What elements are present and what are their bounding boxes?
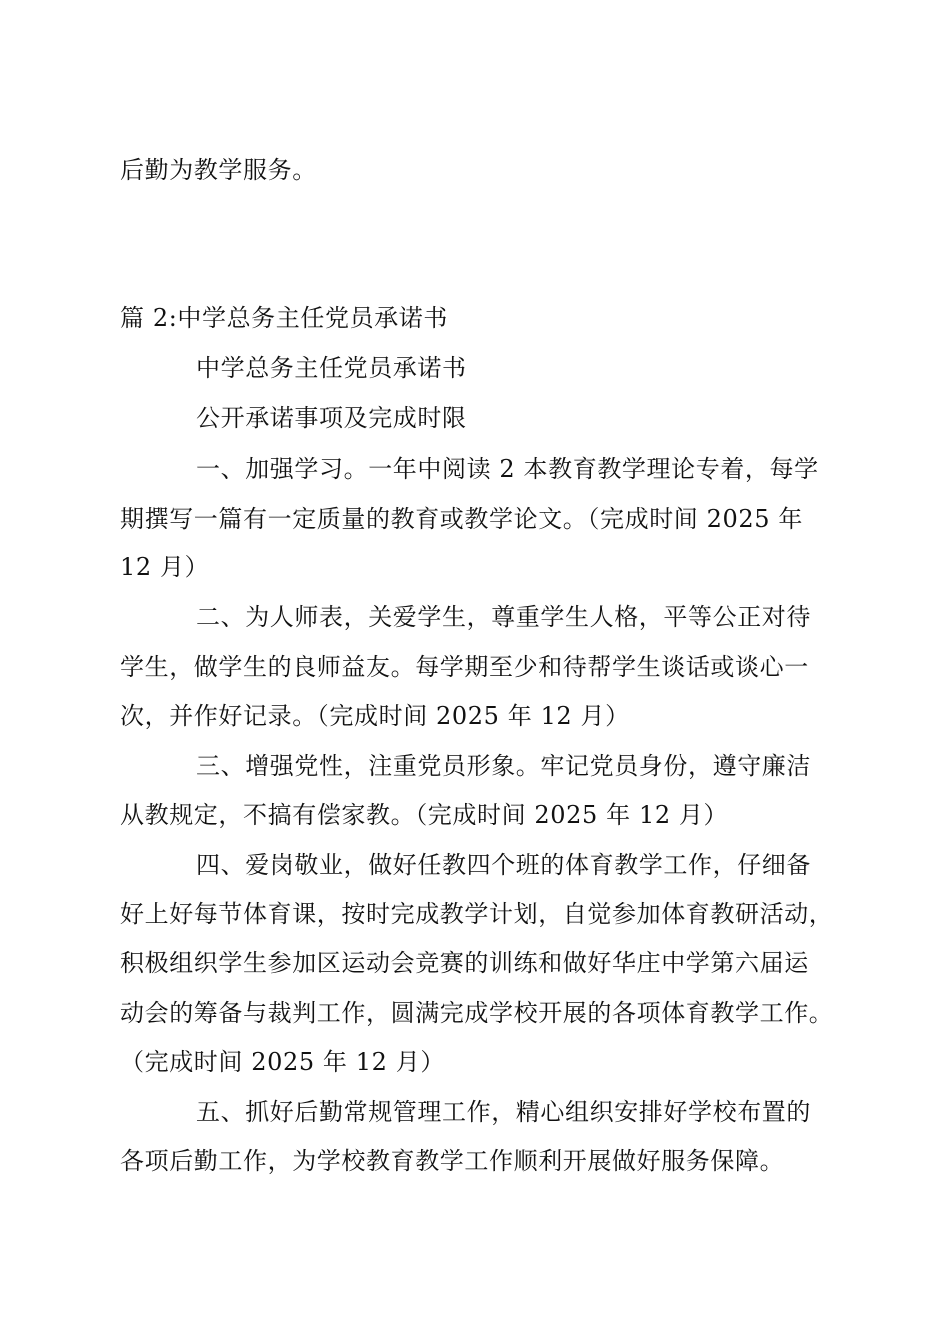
item-2-line-2: 学生，做学生的良师益友。每学期至少和待帮学生谈话或谈心一 [120,653,809,681]
item-3-line-2: 从教规定，不搞有偿家教。（完成时间 2025 年 12 月） [120,801,729,829]
document-title: 中学总务主任党员承诺书 [196,354,467,382]
item-1-line-3: 12 月） [120,553,210,581]
item-3-line-1: 三、增强党性，注重党员形象。牢记党员身份，遵守廉洁 [196,752,811,780]
item-4-line-2: 好上好每节体育课，按时完成教学计划，自觉参加体育教研活动， [120,900,834,928]
document-subtitle: 公开承诺事项及完成时限 [196,404,467,432]
previous-section-tail: 后勤为教学服务。 [120,156,317,184]
section-heading: 篇 2:中学总务主任党员承诺书 [120,304,448,332]
item-4-line-1: 四、爱岗敬业，做好任教四个班的体育教学工作，仔细备 [196,851,811,879]
item-2-line-1: 二、为人师表，关爱学生，尊重学生人格，平等公正对待 [196,603,811,631]
item-2-line-3: 次，并作好记录。（完成时间 2025 年 12 月） [120,702,630,730]
item-5-line-1: 五、抓好后勤常规管理工作，精心组织安排好学校布置的 [196,1098,811,1126]
item-1-line-2: 期撰写一篇有一定质量的教育或教学论文。（完成时间 2025 年 [120,505,803,533]
item-4-line-4: 动会的筹备与裁判工作，圆满完成学校开展的各项体育教学工作。 [120,999,834,1027]
item-5-line-2: 各项后勤工作，为学校教育教学工作顺利开展做好服务保障。 [120,1147,785,1175]
item-1-line-1: 一、加强学习。一年中阅读 2 本教育教学理论专着，每学 [196,455,819,483]
item-4-line-3: 积极组织学生参加区运动会竞赛的训练和做好华庄中学第六届运 [120,949,809,977]
item-4-line-5: （完成时间 2025 年 12 月） [120,1048,445,1076]
